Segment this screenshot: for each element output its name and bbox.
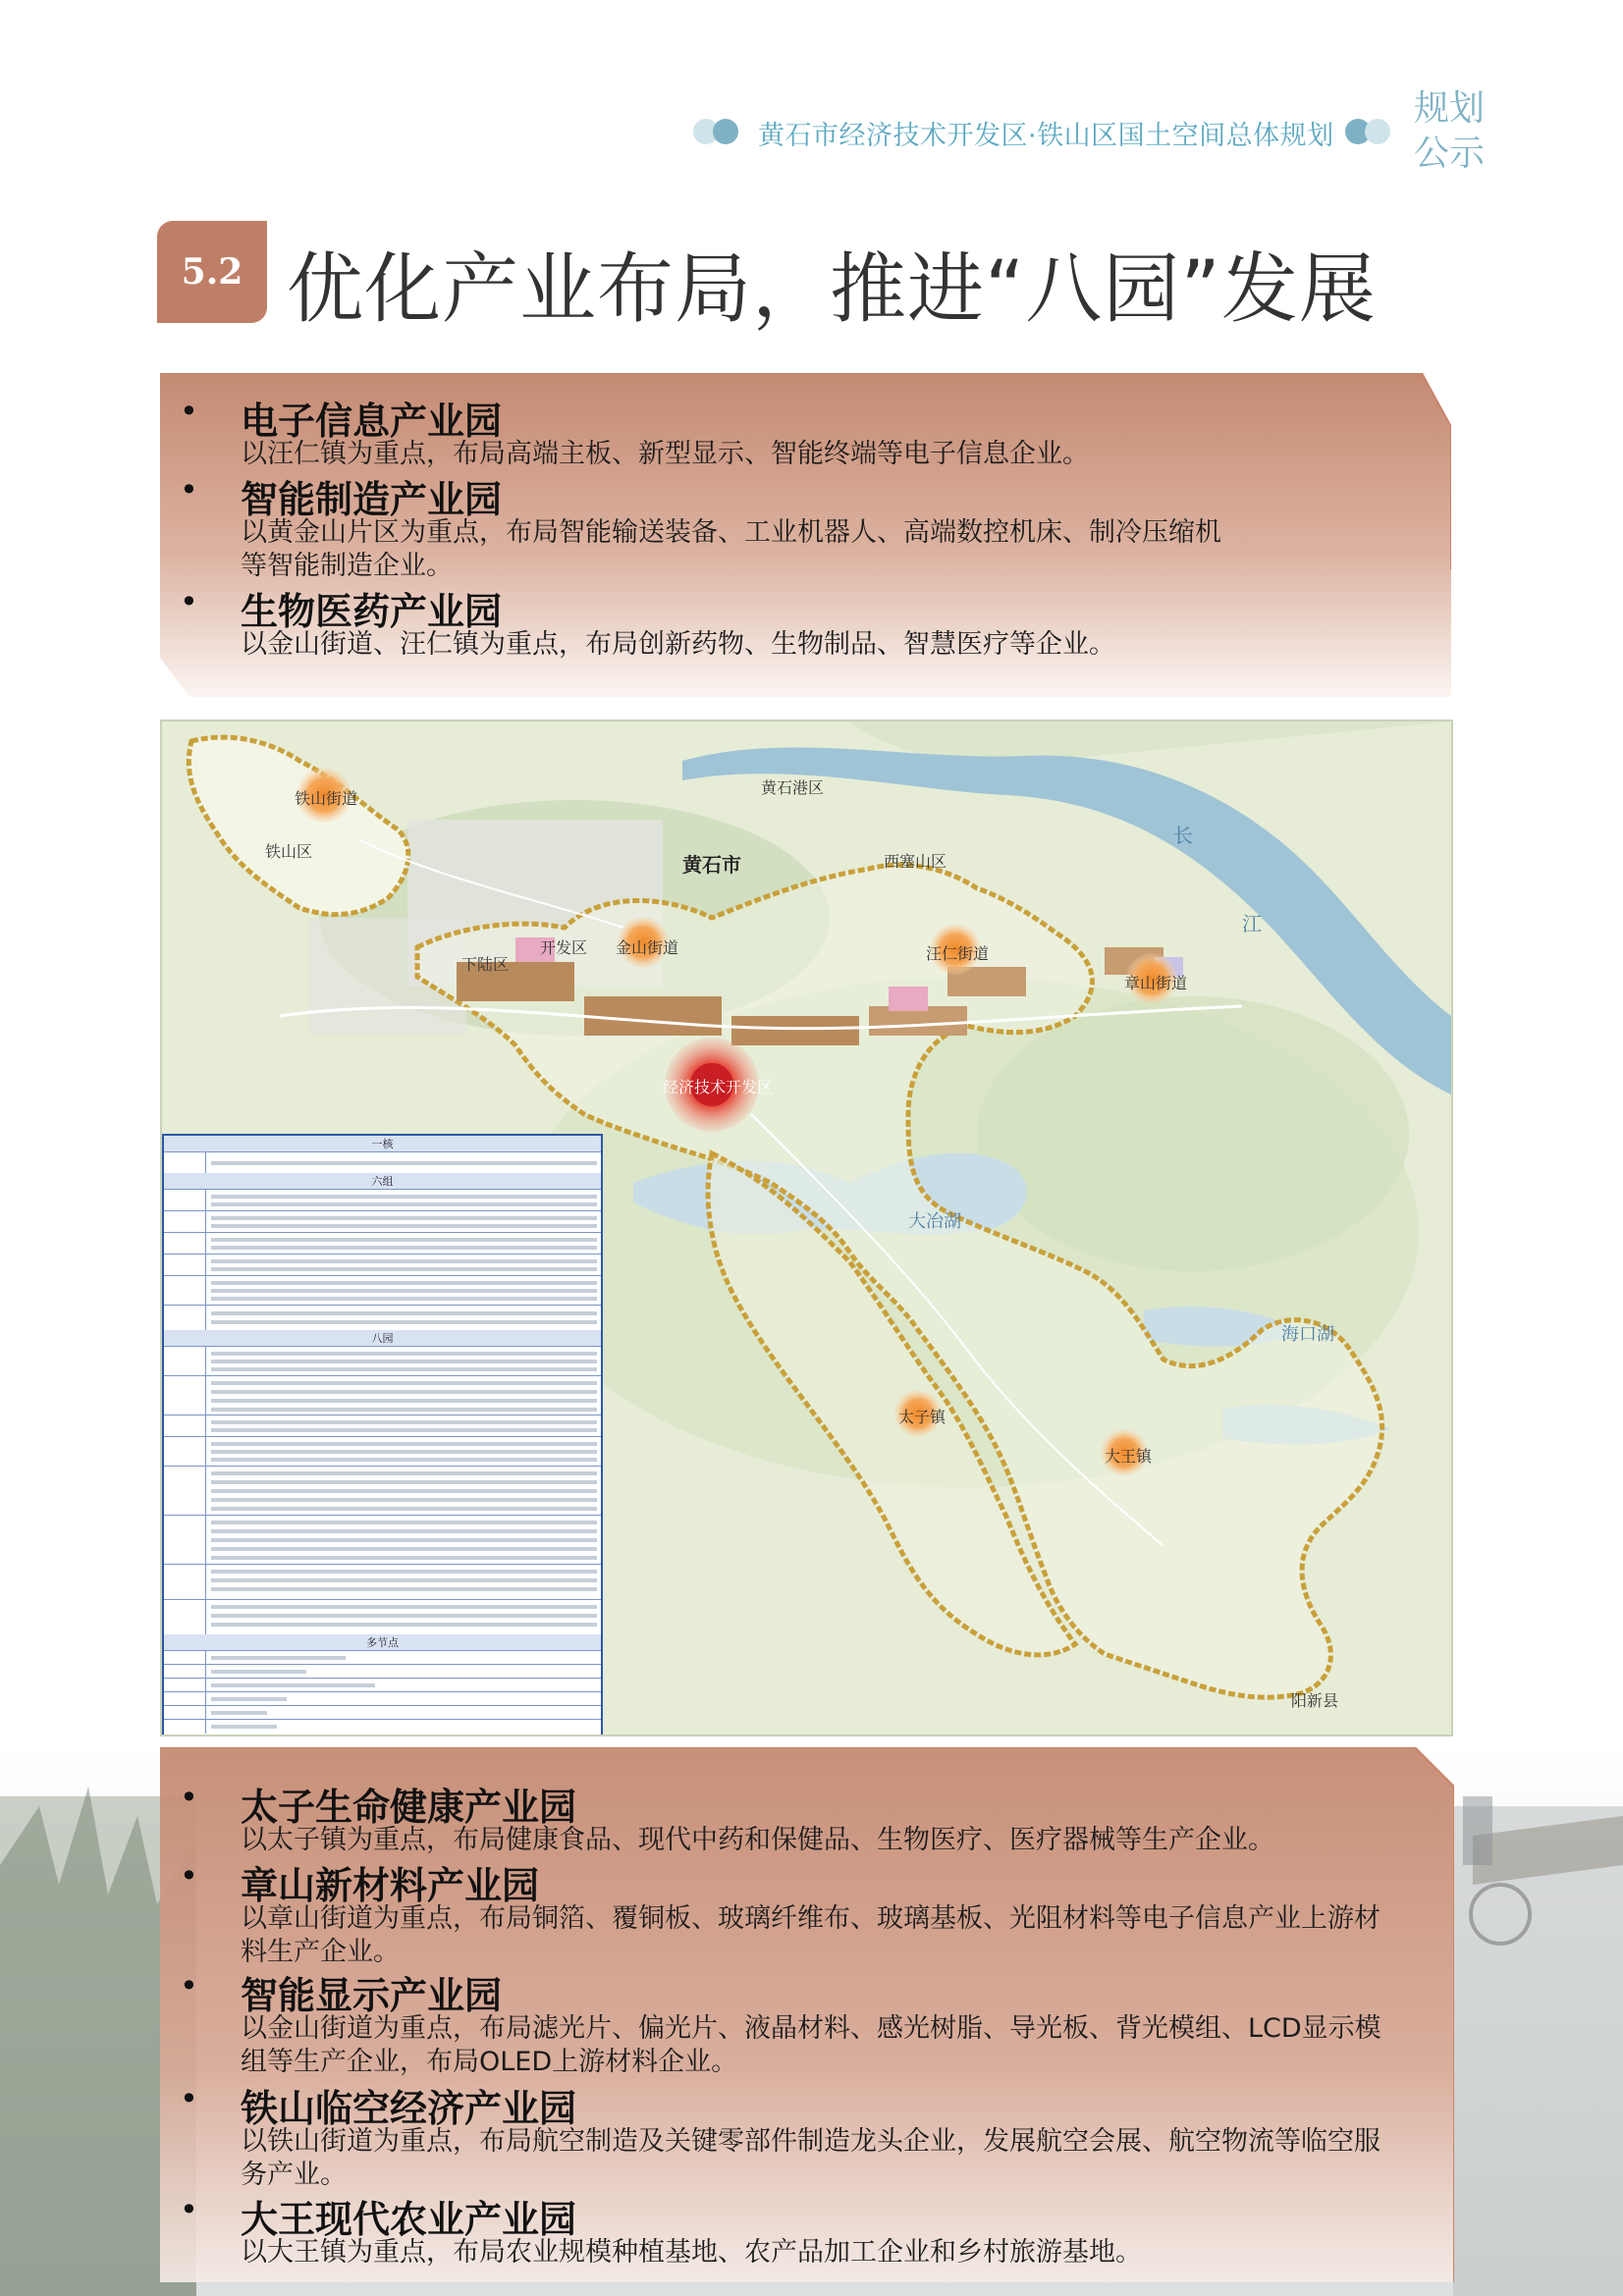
map-label-tieshan-street: 铁山街道	[295, 789, 358, 808]
map-label-daye-lake: 大冶湖	[908, 1211, 961, 1232]
legend-heading: 六组	[164, 1173, 601, 1189]
desc-line: 以汪仁镇为重点，布局高端主板、新型显示、智能终端等电子信息企业。	[241, 439, 1089, 469]
map-label-haikou-lake: 海口湖	[1281, 1324, 1334, 1345]
park-description	[241, 2012, 1381, 2079]
map-label-dawang: 大王镇	[1105, 1447, 1153, 1466]
desc-line: 以黄金山片区为重点，布局智能输送装备、工业机器人、高端数控机床、制冷压缩机	[241, 517, 1221, 548]
bullet-icon: •	[180, 2191, 198, 2228]
subtitle-line-2: 公示	[1414, 133, 1486, 174]
legend-heading: 多节点	[164, 1634, 601, 1650]
document-subtitle	[1414, 86, 1492, 177]
map-label-huangshi: 黄石市	[682, 853, 741, 877]
map-label-changjiang-2: 江	[1242, 912, 1262, 935]
map-label-huangshigang: 黄石港区	[761, 778, 825, 797]
park-description	[241, 1824, 1274, 1857]
desc-line: 务产业。	[241, 2160, 347, 2190]
map-label-wangren: 汪仁街道	[926, 944, 990, 963]
bullet-icon: •	[180, 583, 198, 620]
desc-line: 等智能制造企业。	[241, 551, 453, 581]
industry-park-panel-top	[160, 373, 1451, 697]
decorative-dots-right	[1345, 116, 1398, 145]
park-title: 大王现代农业产业园	[241, 2198, 577, 2241]
park-title: 生物医药产业园	[241, 590, 503, 633]
legend-heading: 一核	[164, 1136, 601, 1151]
bullet-icon: •	[180, 1779, 198, 1816]
map-label-xisaishan: 西塞山区	[884, 852, 947, 871]
bullet-icon: •	[180, 1857, 198, 1895]
industry-park-panel-bottom	[160, 1747, 1454, 2282]
park-title: 智能制造产业园	[241, 478, 503, 521]
desc-line: 以大王镇为重点，布局农业规模种植基地、农产品加工企业和乡村旅游基地。	[241, 2237, 1142, 2268]
subtitle-line-1: 规划	[1414, 88, 1486, 129]
bullet-icon: •	[180, 471, 198, 508]
map-label-zhangshan: 章山街道	[1124, 974, 1188, 992]
desc-line: 以铁山街道为重点，布局航空制造及关键零部件制造龙头企业，发展航空会展、航空物流等临空服	[241, 2126, 1380, 2157]
park-description	[241, 2125, 1380, 2192]
desc-line: 料生产企业。	[241, 1937, 400, 1967]
map-label-jinshan: 金山街道	[616, 938, 679, 957]
desc-line: 以章山街道为重点，布局铜箔、覆铜板、玻璃纤维布、玻璃基板、光阻材料等电子信息产业上游材	[241, 1903, 1380, 1934]
park-description	[241, 2236, 1142, 2269]
decorative-dots-left	[693, 116, 746, 145]
document-title: 黄石市经济技术开发区·铁山区国土空间总体规划	[758, 121, 1334, 151]
park-title: 太子生命健康产业园	[241, 1786, 577, 1829]
map-label-center: 经济技术开发区	[663, 1078, 774, 1096]
bullet-icon: •	[180, 2080, 198, 2117]
map-label-changjiang-1: 长	[1173, 824, 1193, 847]
desc-line: 组等生产企业，布局OLED上游材料企业。	[241, 2047, 738, 2077]
map-label-yangxin: 阳新县	[1291, 1691, 1339, 1710]
park-title: 电子信息产业园	[241, 400, 503, 443]
map-legend-table	[162, 1134, 603, 1736]
desc-line: 以金山街道、汪仁镇为重点，布局创新药物、生物制品、智慧医疗等企业。	[241, 629, 1115, 660]
park-description	[241, 1902, 1380, 1969]
park-title: 铁山临空经济产业园	[241, 2087, 577, 2130]
page-header	[687, 86, 1532, 175]
map-label-kaifaqu: 开发区	[540, 938, 588, 957]
legend-heading: 八园	[164, 1330, 601, 1346]
desc-line: 以金山街道为重点，布局滤光片、偏光片、液晶材料、感光树脂、导光板、背光模组、LCD显示模	[241, 2013, 1381, 2044]
bullet-icon: •	[180, 1967, 198, 2004]
park-description	[241, 628, 1115, 662]
map-label-xialu: 下陆区	[461, 955, 510, 974]
industry-layout-map	[160, 720, 1453, 1736]
bullet-icon: •	[180, 393, 198, 430]
map-label-tieshan-district: 铁山区	[265, 842, 313, 861]
section-title: 优化产业布局，推进“八园”发展	[287, 245, 1377, 334]
section-number-badge: 5.2	[157, 221, 267, 323]
park-title: 章山新材料产业园	[241, 1864, 540, 1907]
park-title: 智能显示产业园	[241, 1974, 503, 2017]
map-label-taizi: 太子镇	[898, 1408, 947, 1426]
park-description	[241, 438, 1089, 471]
desc-line: 以太子镇为重点，布局健康食品、现代中药和保健品、生物医疗、医疗器械等生产企业。	[241, 1825, 1274, 1855]
park-description	[241, 516, 1221, 583]
